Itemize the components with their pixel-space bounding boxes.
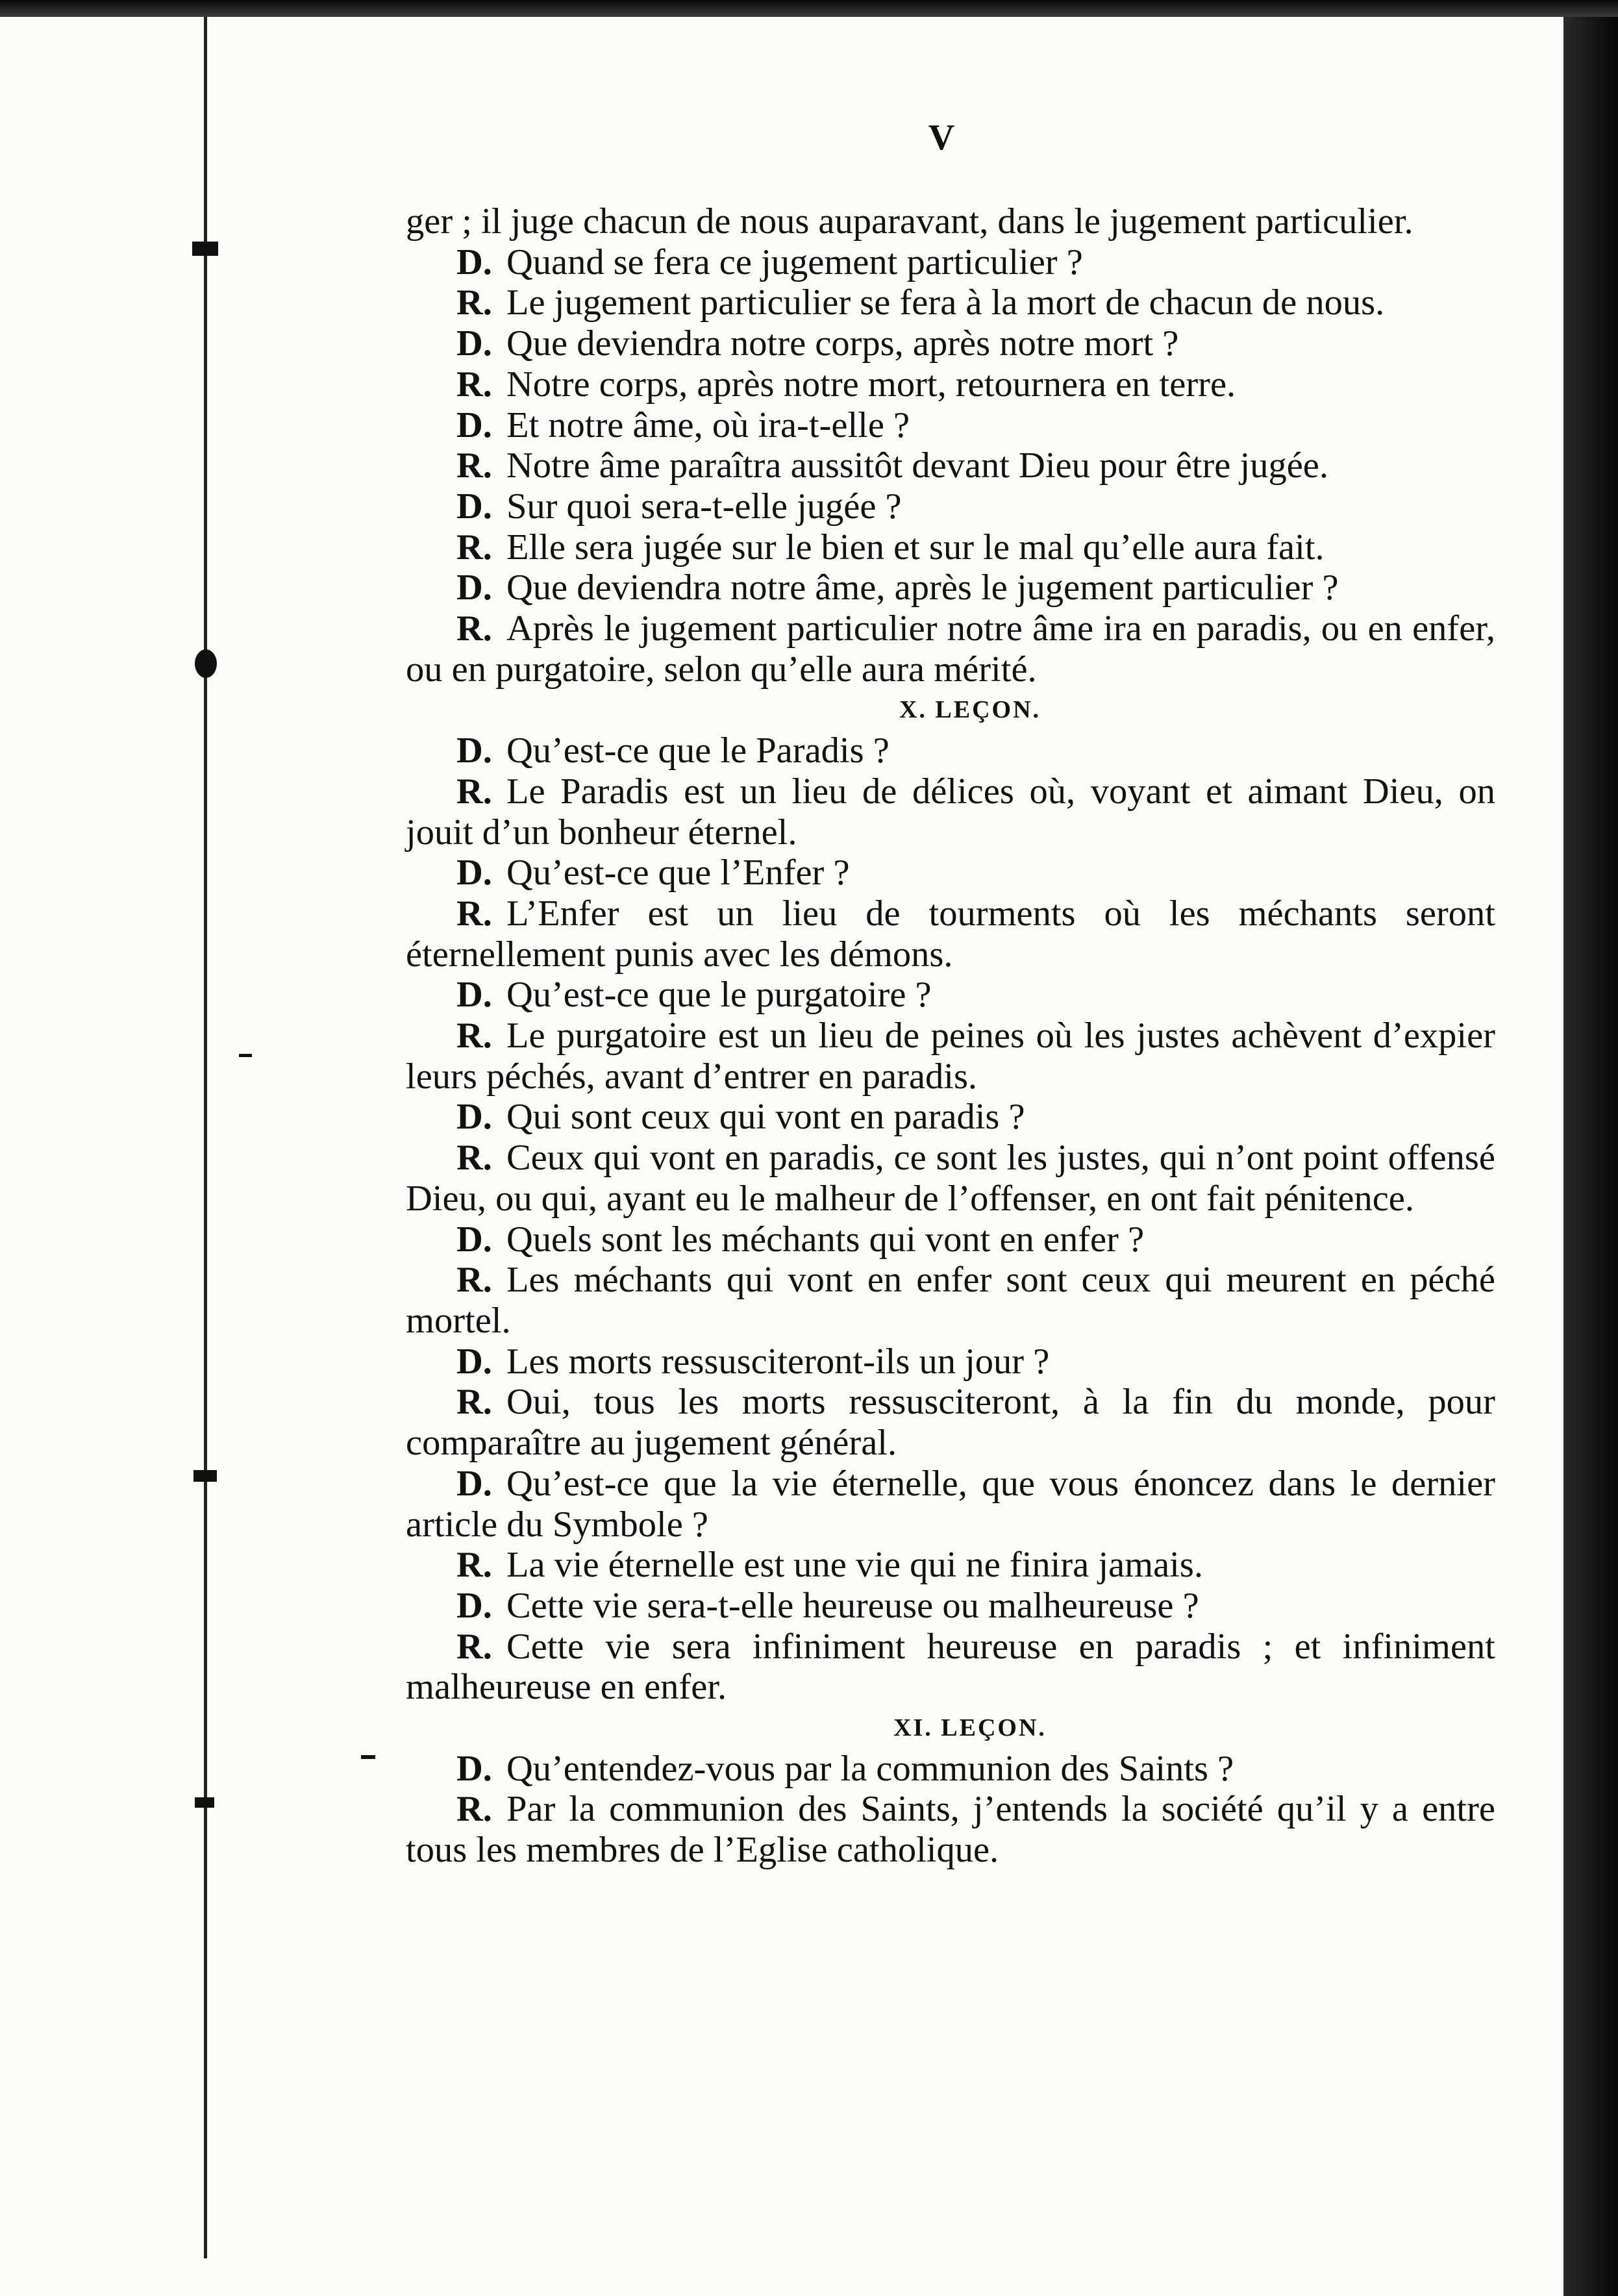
question <box>406 853 1495 893</box>
answer <box>406 527 1495 568</box>
question <box>406 1341 1495 1382</box>
answer-label: R. <box>456 445 492 486</box>
answer-text: Les méchants qui vont en enfer sont ceux qui meurent en péché mortel. <box>406 1260 1495 1341</box>
question-text: Quels sont les méchants qui vont en enfer ? <box>506 1219 1145 1260</box>
answer-label: R. <box>456 364 492 405</box>
answer-label: R. <box>456 771 492 812</box>
answer <box>406 893 1495 975</box>
scan-top-shadow <box>0 0 1618 17</box>
question <box>406 405 1495 446</box>
answer-text: Notre âme paraîtra aussitôt devant Dieu pour être jugée. <box>506 445 1328 486</box>
binding-mark <box>193 1470 217 1482</box>
answer-text: Oui, tous les morts ressusciteront, à la fin du monde, pour comparaître au jugement général. <box>406 1382 1495 1464</box>
answer <box>406 1260 1495 1341</box>
question <box>406 242 1495 283</box>
question-text: Qui sont ceux qui vont en paradis ? <box>506 1097 1025 1138</box>
answer <box>406 364 1495 405</box>
answer-text: Le purgatoire est un lieu de peines où les justes achèvent d’expier leurs péchés, avant d’entrer en paradis. <box>406 1016 1495 1097</box>
answer <box>406 445 1495 486</box>
page-number: V <box>928 118 955 158</box>
question-label: D. <box>456 1341 492 1382</box>
question-text: Qu’entendez-vous par la communion des Saints ? <box>506 1748 1234 1789</box>
binding-mark <box>192 242 218 256</box>
answer <box>406 1382 1495 1463</box>
answer-label: R. <box>456 608 492 649</box>
question <box>406 1586 1495 1627</box>
binding-mark <box>195 649 217 678</box>
answer <box>406 771 1495 853</box>
question <box>406 1097 1495 1138</box>
question-label: D. <box>456 1219 492 1260</box>
question-label: D. <box>456 1097 492 1138</box>
answer-label: R. <box>456 1789 492 1830</box>
question-text: Qu’est-ce que le Paradis ? <box>506 730 890 771</box>
question <box>406 568 1495 608</box>
question-label: D. <box>456 242 492 282</box>
answer-label: R. <box>456 527 492 568</box>
question-label: D. <box>456 730 492 771</box>
question-label: D. <box>456 1463 492 1504</box>
question-label: D. <box>456 323 492 364</box>
scan-edge-shadow <box>1563 0 1618 2296</box>
question-text: Qu’est-ce que l’Enfer ? <box>506 853 850 893</box>
lesson-heading: X. LEÇON. <box>899 696 1041 724</box>
scan-speck <box>361 1755 375 1759</box>
page-body <box>406 201 1495 1871</box>
question-text: Que deviendra notre corps, après notre mort ? <box>506 323 1179 364</box>
question <box>406 975 1495 1016</box>
binding-mark <box>195 1797 214 1808</box>
question <box>406 1464 1495 1545</box>
answer <box>406 608 1495 690</box>
binding-fold-line <box>204 12 207 2258</box>
question-label: D. <box>456 975 492 1016</box>
answer <box>406 1789 1495 1870</box>
answer-label: R. <box>456 893 492 934</box>
answer <box>406 1627 1495 1708</box>
answer-text: La vie éternelle est une vie qui ne finira jamais. <box>506 1545 1203 1586</box>
answer <box>406 282 1495 323</box>
question-text: Sur quoi sera-t-elle jugée ? <box>506 486 902 527</box>
question <box>406 1749 1495 1790</box>
answer-label: R. <box>456 1545 492 1586</box>
question-label: D. <box>456 405 492 445</box>
answer-text: Le jugement particulier se fera à la mort de chacun de nous. <box>506 282 1385 323</box>
question-text: Et notre âme, où ira-t-elle ? <box>506 405 910 445</box>
answer-label: R. <box>456 1626 492 1667</box>
question-label: D. <box>456 1585 492 1626</box>
answer-label: R. <box>456 282 492 323</box>
answer <box>406 1138 1495 1219</box>
question-text: Qu’est-ce que la vie éternelle, que vous énoncez dans le dernier article du Symbole ? <box>406 1463 1495 1545</box>
answer-text: Ceux qui vont en paradis, ce sont les justes, qui n’ont point offensé Dieu, ou qui, ayant eu le malheur de l’offenser, en ont fait pénitence. <box>406 1138 1495 1219</box>
question-label: D. <box>456 486 492 527</box>
question-label: D. <box>456 568 492 608</box>
answer <box>406 1545 1495 1586</box>
scan-speck <box>239 1054 252 1057</box>
continued-paragraph: ger ; il juge chacun de nous auparavant, dans le jugement particulier. <box>406 201 1413 242</box>
answer-text: Notre corps, après notre mort, retournera en terre. <box>506 364 1236 405</box>
question <box>406 486 1495 527</box>
answer-text: Le Paradis est un lieu de délices où, voyant et aimant Dieu, on jouit d’un bonheur éternel. <box>406 771 1495 853</box>
answer-text: Cette vie sera infiniment heureuse en paradis ; et infiniment malheureuse en enfer. <box>406 1626 1495 1708</box>
question-label: D. <box>456 1748 492 1789</box>
question-text: Cette vie sera-t-elle heureuse ou malheureuse ? <box>506 1585 1199 1626</box>
answer-label: R. <box>456 1138 492 1179</box>
answer <box>406 1016 1495 1097</box>
answer-label: R. <box>456 1382 492 1423</box>
question-text: Quand se fera ce jugement particulier ? <box>506 242 1083 282</box>
answer-text: Après le jugement particulier notre âme ira en paradis, ou en enfer, ou en purgatoire, selon qu’elle aura mérité. <box>406 608 1495 690</box>
lesson-heading: XI. LEÇON. <box>893 1714 1047 1742</box>
question <box>406 1219 1495 1260</box>
question-text: Les morts ressusciteront-ils un jour ? <box>506 1341 1050 1382</box>
answer-label: R. <box>456 1260 492 1301</box>
question-label: D. <box>456 853 492 893</box>
answer-text: L’Enfer est un lieu de tourments où les méchants seront éternellement punis avec les démons. <box>406 893 1495 975</box>
question-text: Qu’est-ce que le purgatoire ? <box>506 975 932 1016</box>
question <box>406 730 1495 771</box>
answer-text: Elle sera jugée sur le bien et sur le mal qu’elle aura fait. <box>506 527 1325 568</box>
question-text: Que deviendra notre âme, après le jugement particulier ? <box>506 568 1339 608</box>
answer-text: Par la communion des Saints, j’entends la société qu’il y a entre tous les membres de l’Eglise catholique. <box>406 1789 1495 1871</box>
answer-label: R. <box>456 1016 492 1056</box>
question <box>406 323 1495 364</box>
